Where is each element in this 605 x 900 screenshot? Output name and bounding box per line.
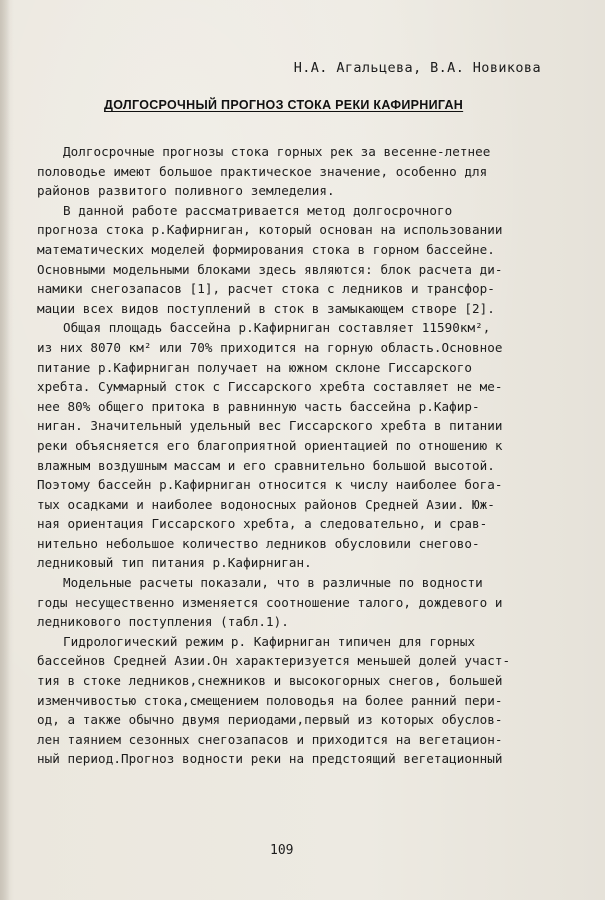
text-line: влажным воздушным массам и его сравнительно большой высотой. <box>37 457 495 473</box>
text-line: од, а также обычно двумя периодами,первый из которых обуслов- <box>37 712 503 728</box>
text-line: годы несущественно изменяется соотношение талого, дождевого и <box>37 594 503 610</box>
text-line: лен таянием сезонных снегозапасов и приходится на вегетацион- <box>37 731 503 747</box>
text-line: мации всех видов поступлений в сток в замыкающем створе [2]. <box>37 300 495 316</box>
text-line: хребта. Суммарный сток с Гиссарского хребта составляет не ме- <box>37 379 503 395</box>
text-line: тых осадками и наиболее водоносных районов Средней Азии. Юж- <box>37 496 495 512</box>
text-line: Долгосрочные прогнозы стока горных рек за весенне-летнее <box>63 144 491 159</box>
text-line: ледникового поступления (табл.1). <box>37 614 289 630</box>
text-line: половодье имеют большое практическое значение, особенно для <box>37 163 488 179</box>
text-line: тия в стоке ледников,снежников и высокогорных снегов, большей <box>37 673 503 689</box>
text-line: прогноза стока р.Кафирниган, который основан на использовании <box>37 222 503 238</box>
text-line: Гидрологический режим р. Кафирниган типичен для горных <box>63 633 476 649</box>
text-line: нее 80% общего притока в равнинную часть бассейна р.Кафир- <box>37 398 480 414</box>
text-line: ниган. Значительный удельный вес Гиссарского хребта в питании <box>37 418 503 434</box>
article-body <box>37 142 557 769</box>
text-line: намики снегозапасов [1], расчет стока с ледников и трансфор- <box>37 281 495 297</box>
page-number: 109 <box>270 843 294 858</box>
article-title: ДОЛГОСРОЧНЫЙ ПРОГНОЗ СТОКА РЕКИ КАФИРНИГАН <box>104 98 464 112</box>
text-line: ный период.Прогноз водности реки на предстоящий вегетационный <box>37 751 503 767</box>
text-line: районов развитого поливного земледелия. <box>37 183 335 199</box>
text-line: Модельные расчеты показали, что в различные по водности <box>63 575 483 591</box>
text-line: нительно небольшое количество ледников обусловили снегово- <box>37 535 480 551</box>
page-binding-shadow <box>0 0 10 900</box>
text-line: В данной работе рассматривается метод долгосрочного <box>63 202 453 218</box>
text-line: Поэтому бассейн р.Кафирниган относится к числу наиболее бога- <box>37 477 503 493</box>
text-line: ледниковый тип питания р.Кафирниган. <box>37 555 312 571</box>
text-line: изменчивостью стока,смещением половодья на более ранний пери- <box>37 692 503 708</box>
text-line: ная ориентация Гиссарского хребта, а следовательно, и срав- <box>37 516 488 532</box>
text-line: Основными модельными блоками здесь являются: блок расчета ди- <box>37 261 503 277</box>
authors-line: Н.А. Агальцева, В.А. Новикова <box>293 60 541 76</box>
text-line: из них 8070 км² или 70% приходится на горную область.Основное <box>37 339 503 355</box>
text-line: реки объясняется его благоприятной ориентацией по отношению к <box>37 437 503 453</box>
text-line: питание р.Кафирниган получает на южном склоне Гиссарского <box>37 359 473 375</box>
text-line: бассейнов Средней Азии.Он характеризуется меньшей долей участ- <box>37 653 511 669</box>
text-line: математических моделей формирования стока в горном бассейне. <box>37 241 495 257</box>
text-line: Общая площадь бассейна р.Кафирниган составляет 11590км², <box>63 320 491 336</box>
